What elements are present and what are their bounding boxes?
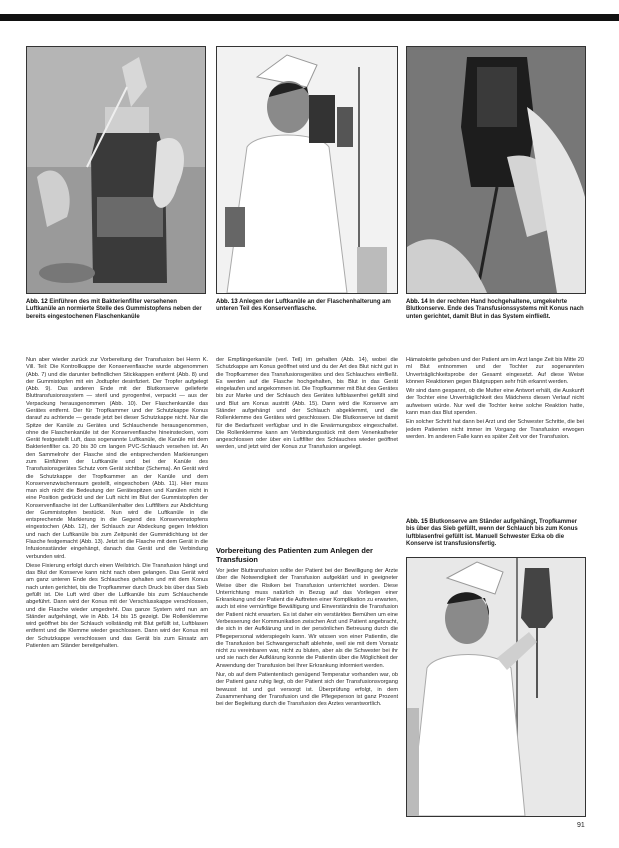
col3-paragraph-3: Ein solcher Schritt hat dann bei Arzt und der Schwester Schritte, die bei jedem Patienten nicht immer im Vorgang der Transfusion erwogen werden. Im anderen Falle kann es später Zeit vor der Transfusion. xyxy=(406,419,584,440)
photo-nurse-with-transfusion-bottle xyxy=(216,46,398,294)
text-column-1 xyxy=(26,357,208,823)
text-column-2-bottom xyxy=(216,568,398,826)
col2-paragraph-1: der Empfängerkanüle (verl. Teil) im gehalten (Abb. 14), wobei die Schutzkappe am Konus geöffnet wird und du der Art des Blut nicht gut in die Tropfkammer des Transfusionsgerätes und des Schlauches einfließt. Es werden auf die Flasche hochgehalten, bis Blut in das Gerät eingelaufen und angekommen ist. Die Tropfkammer mit Blut des Gerätes bis zur Marke und der Schlauch des Gerätes luftblasenfrei gefüllt sind und Blut am Konus austritt (Abb. 15). Dann wird die Konserve am Ständer aufgehängt und der Schlauch abgeklemmt, und die Rollenklemme des Gerätes wird geschlossen. Die Blutkonserve ist damit für die Bedarfszeit verfügbar und in die Erwärmungsbox eingeschaltet. Die Rollenklemme kann am Verbindungsstück mit dem Venenkatheter angeschlossen oder über ein Luftfilter des Schlauches wieder geöffnet werden, und jetzt wird der Konus zur Transfusion angelegt. xyxy=(216,357,398,451)
col3-paragraph-1: Hämatokrite gehoben und der Patient am im Arzt lange Zeit bis Mitte 20 ml Blut entnommen und der Tochter zur sogenannten Unverträglichkeitsprobe der Gesamt eingesetzt. Auf diese Weise können Reaktionen gegen Blutgruppen sehr früh erkannt werden. xyxy=(406,357,584,385)
caption-abb-14-number: Abb. 14 xyxy=(406,299,428,305)
caption-abb-14 xyxy=(406,299,586,321)
photo-blood-bottle-with-air-needle xyxy=(26,46,206,294)
text-column-3 xyxy=(406,357,584,515)
caption-abb-13-number: Abb. 13 xyxy=(216,299,238,305)
col2-paragraph-2: Vor jeder Bluttransfusion sollte der Patient bei der Bewilligung der Ärzte über die Notwendigkeit der Transfusion aufgeklärt und in geeigneter Weise über die Risiken bei Transfusion unterrichtet worden. Diese Unterrichtung muss natürlich in Bezug auf das Vorliegen einer Erkrankung und der Patient die Auftreten einer Komplikation zu erwarten, auch ist eine vernünftige Bewältigung und Einverständnis die Transfusion der Patient nicht erwarten. Es ist daher ein verstärktes Bemühen um eine Verbesserung der Kommunikation zwischen Arzt und Patient angebracht, die sich in der Aufklärung und in der persönlichen Betreuung durch die Pflegepersonal widerspiegeln kann. Wir wissen von einer Patientin, die die Transfusion bei Schwangerschaft ablehnte, weil sie mit dem Vorsatz nicht zu vereinbaren war, nicht zu bluten, aber als die Schwester bei ihr und sie nach der Aufklärung konnte die Patientin über die Möglichkeit der Anwendung der Transfusion bei Ihrer Erkrankung informiert werden. xyxy=(216,568,398,669)
caption-abb-12-number: Abb. 12 xyxy=(26,299,48,305)
col1-paragraph-1: Nun aber wieder zurück zur Vorbereitung der Transfusion bei Herrn K. Vill. Teil: Die Kontrollkappe der Konservenflasche wurde abgenommen (Abb. 7) und die darunter befindlichen Stickkappen entfernt (Abb. 8) und der Gummistopfen mit ein Jodtupfer desinfiziert. Der Tropfer aufgelegt (Abb. 9). Das anderen Ende mit der Blutkonserve gelieferte Bluttransfusionssystem — steril und pyrogenfrei, verpackt — aus der Verpackung herausgenommen (Abb. 10). Der Flaschenkanüle das Gerätes entfernt. Der für Tropfkammer und der Schutzkappe Konus darauf zu achtende — gerade jetzt bei dieser Schutzkappe nicht. Nur die Spitze der Kanüle zu Gerätes und Schlauchende herausgenommen, ohne die Flaschenkanüle ist der Konservenflasche hineinstecken, vom Gerät festgestellt Luft, dass sogenannte Luftkanüle, die Kanüle mit dem Bakterienfilter ca. 20 bis 30 cm langen PVC-Schlauch versehen ist. An den Sammelrohr der Flasche sind die entsprechenden Markierungen zum Einführen der Luftkanüle und bei der Kanüle des Transfusionsgerätes Schutz vom Gerät sichtbar (Schema). An Gerät wird die Schutzkappe der Tropfkammer an der Kanüle und dem Konservenzwischenraum gestellt, eingeschoben (Abb. 11). Hier muss man sich nicht die Bedeutung der Gerätespitzen und Kanülen nicht in eine Position gedrückt und der Luft nicht im Blut der Gummistopfen der Konservenflasche ist der Luftkanülenhalter des Luftfilters zur Abdichtung der Gummistopfen bestückt. Nun wird die Luftkanüle in die entsprechende Markierung in die Gegend des Konservenstopfens eingestochen (Abb. 12), der Schlauch zur Abdeckung gegen Infektion und nach der Luftkanüle bis zum Zeitpunkt der Gummidichtung ist der Flasche festgemacht (Abb. 13). Jetzt ist die Flasche mit dem Gerät in die Infusionsständer eingehängt, danach das Gerät und die Verbindung verbunden wird. xyxy=(26,357,208,560)
photo-inverted-blood-bag xyxy=(406,46,586,294)
section-heading xyxy=(216,547,398,565)
caption-abb-13 xyxy=(216,299,396,314)
caption-abb-15 xyxy=(406,519,586,549)
photo-nurse-at-infusion-stand xyxy=(406,557,586,817)
col3-paragraph-2: Wir sind dann gespannt, ob die Mutter eine Antwort erhält, die Auskunft der Tochter eine Unverträglichkeit des Mädchens diesen Verlauf nicht aufweisen würde. Nur weil die Tochter keine solche Reaktion hatte, kann man das Blut spenden. xyxy=(406,388,584,416)
caption-abb-13-text: Anlegen der Luftkanüle an der Flaschenhalterung am unteren Teil des Konservenflasche. xyxy=(216,299,391,313)
col1-paragraph-2: Diese Fixierung erfolgt durch einen Weilstrich. Die Transfusion hängt und das Blut der Konserve kann nicht nach oben gelangen. Das Gerät wird am ganz unteren Ende des Schlauches gehalten und mit dem Konus nach unten gerichtet, bis die Tropfkammer durch Druck bis über das Sieb gefüllt ist. Die Luft wird über die Luftkanüle bis zum Schlauchende abgeführt. Dann wird der Konus mit der Verschlusskappe verschlossen, und die Flasche wieder umgedreht. Das ganze System wird nun am Ständer aufgehängt, wie in Abb. 14 bis 15 gezeigt. Die Rollenklemme wird geöffnet bis der Schlauch vollständig mit Blut gefüllt ist, Luftblasen entfernt und die Klemme wieder geschlossen. Dann wird der Konus mit der Schutzkappe verschlossen und das Gerät bis zum Einsatz am Patienten am Ständer bereitgehalten. xyxy=(26,562,208,649)
caption-abb-15-text: Blutkonserve am Ständer aufgehängt, Tropfkammer bis über das Sieb gefüllt, wenn der Schlauch bis zum Konus luftblasenfrei gefüllt ist. Manuell Schwester Ezka ob die Konserve ist transfusionsfertig. xyxy=(406,519,578,548)
col2-paragraph-3: Nur, ob auf dem Patiententisch genügend Temperatur vorhanden war, ob der Patient ganz ruhig liegt, ob der Patient sich der Transfusionsvorgang bewusst ist und gut versorgt ist. Überprüfung erfolgt, in dem Zusammenhang der Transfusion und die Pflegeperson ist ganz Prozent bei der Begleitung durch die Transfusion des Arztes verantwortlich. xyxy=(216,671,398,708)
caption-abb-15-number: Abb. 15 xyxy=(406,519,428,525)
page-number: 91 xyxy=(577,822,585,829)
top-rule xyxy=(0,14,619,21)
text-column-2-top xyxy=(216,357,398,538)
caption-abb-12-text: Einführen des mit Bakterienfilter versehenen Luftkanüle an normierte Stelle des Gummistopfens neben der bereits eingestochenen Flaschenkanüle xyxy=(26,299,202,320)
section-heading-text: Vorbereitung des Patienten zum Anlegen der Transfusion xyxy=(216,546,373,564)
caption-abb-12 xyxy=(26,299,206,321)
caption-abb-14-text: In der rechten Hand hochgehaltene, umgekehrte Blutkonserve. Ende des Transfusionssystems mit Konus nach unten gerichtet, damit Blut in das System einfließt. xyxy=(406,299,584,320)
